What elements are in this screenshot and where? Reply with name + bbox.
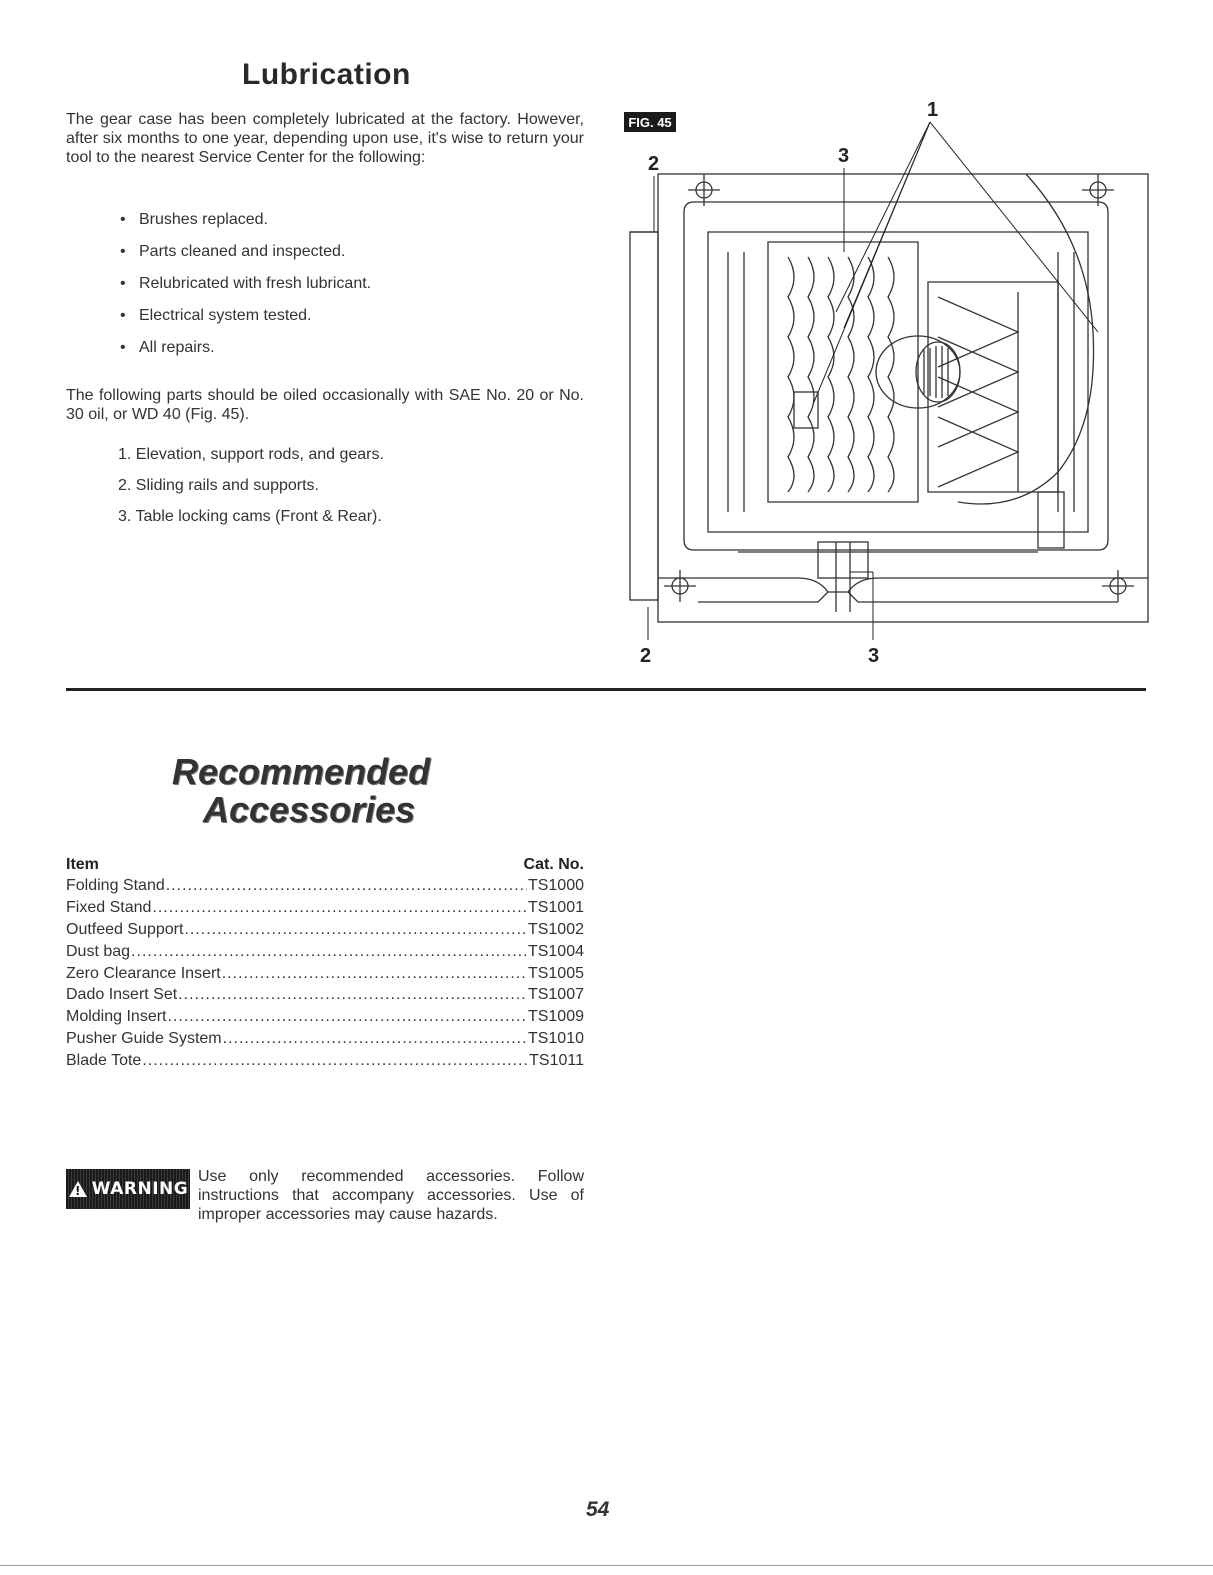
dot-leader [184, 919, 527, 941]
accessories-table-header [66, 855, 584, 875]
bullet-item: • Electrical system tested. [120, 306, 371, 338]
figure-tag-label: FIG. 45 [628, 115, 672, 130]
cat-number: TS1004 [527, 942, 584, 960]
item-name: Zero Clearance Insert [66, 964, 221, 982]
item-name: Dust bag [66, 942, 131, 960]
warning-text: Use only recommended accessories. Follow instructions that accompany accessories. Use of improper accessories may cause hazards. [198, 1168, 584, 1223]
warning-badge-label: WARNING [91, 1179, 189, 1199]
table-row [66, 875, 584, 897]
service-bullet-list [120, 210, 371, 370]
bullet-item: • All repairs. [120, 338, 371, 370]
table-row [66, 1028, 584, 1050]
table-row [66, 919, 584, 941]
dot-leader [168, 1006, 527, 1028]
cat-number: TS1000 [527, 877, 584, 894]
figure-45-drawing [618, 92, 1158, 672]
column-header-cat-no: Cat. No. [523, 856, 584, 873]
callout-leader-lines [648, 122, 1098, 640]
table-row [66, 1050, 584, 1072]
cat-number: TS1011 [529, 1052, 584, 1070]
lubrication-heading: Lubrication [242, 58, 411, 91]
cat-number: TS1009 [527, 1008, 584, 1026]
item-name: Dado Insert Set [66, 986, 178, 1004]
item-name: Blade Tote [66, 1052, 142, 1070]
item-name: Folding Stand [66, 877, 165, 894]
bullet-item: • Brushes replaced. [120, 210, 371, 242]
dot-leader [152, 897, 527, 919]
cat-number: TS1007 [527, 986, 584, 1004]
page-bottom-border [0, 1565, 1213, 1566]
dot-leader [222, 963, 527, 985]
table-row [66, 963, 584, 985]
table-row [66, 1006, 584, 1028]
warning-badge [66, 1169, 190, 1209]
warning-symbol: ! [74, 1184, 81, 1198]
item-name: Fixed Stand [66, 898, 152, 916]
warning-triangle-icon [68, 1180, 88, 1198]
callout-2-top: 2 [648, 153, 660, 175]
column-header-item: Item [66, 856, 99, 873]
accessories-table [66, 855, 584, 1072]
lubrication-intro-paragraph: The gear case has been completely lubricated at the factory. However, after six months to one year, depending upon use, it's wise to return your tool to the nearest Service Center for the following: [66, 111, 584, 166]
table-row [66, 897, 584, 919]
bullet-item: • Relubricated with fresh lubricant. [120, 274, 371, 306]
accessories-heading-line2: Accessories [203, 789, 416, 830]
saw-outline [630, 174, 1148, 622]
accessories-heading-line1: Recommended [172, 751, 431, 792]
cat-number: TS1010 [527, 1030, 584, 1048]
table-row [66, 941, 584, 963]
callout-3-bottom: 3 [868, 645, 880, 667]
item-name: Molding Insert [66, 1008, 167, 1026]
oil-points-list [118, 445, 384, 538]
warning-block [66, 1167, 584, 1224]
callout-2-bottom: 2 [640, 645, 652, 667]
section-divider [66, 688, 1146, 691]
cat-number: TS1002 [527, 920, 584, 938]
dot-leader [223, 1028, 527, 1050]
cat-number: TS1005 [527, 964, 584, 982]
dot-leader [166, 875, 527, 897]
oil-point-item: 3. Table locking cams (Front & Rear). [118, 508, 382, 525]
item-name: Outfeed Support [66, 920, 184, 938]
oil-paragraph: The following parts should be oiled occasionally with SAE No. 20 or No. 30 oil, or WD 40 (Fig. 45). [66, 387, 584, 423]
dot-leader [142, 1050, 528, 1072]
table-row [66, 984, 584, 1006]
dot-leader [178, 984, 527, 1006]
cat-number: TS1001 [527, 898, 584, 916]
dot-leader [131, 941, 527, 963]
page-number: 54 [586, 1498, 610, 1521]
callout-3-top: 3 [838, 145, 850, 167]
item-name: Pusher Guide System [66, 1030, 222, 1048]
oil-point-item: 2. Sliding rails and supports. [118, 477, 319, 494]
bullet-item: • Parts cleaned and inspected. [120, 242, 371, 274]
oil-point-item: 1. Elevation, support rods, and gears. [118, 446, 384, 463]
callout-1: 1 [927, 99, 939, 121]
